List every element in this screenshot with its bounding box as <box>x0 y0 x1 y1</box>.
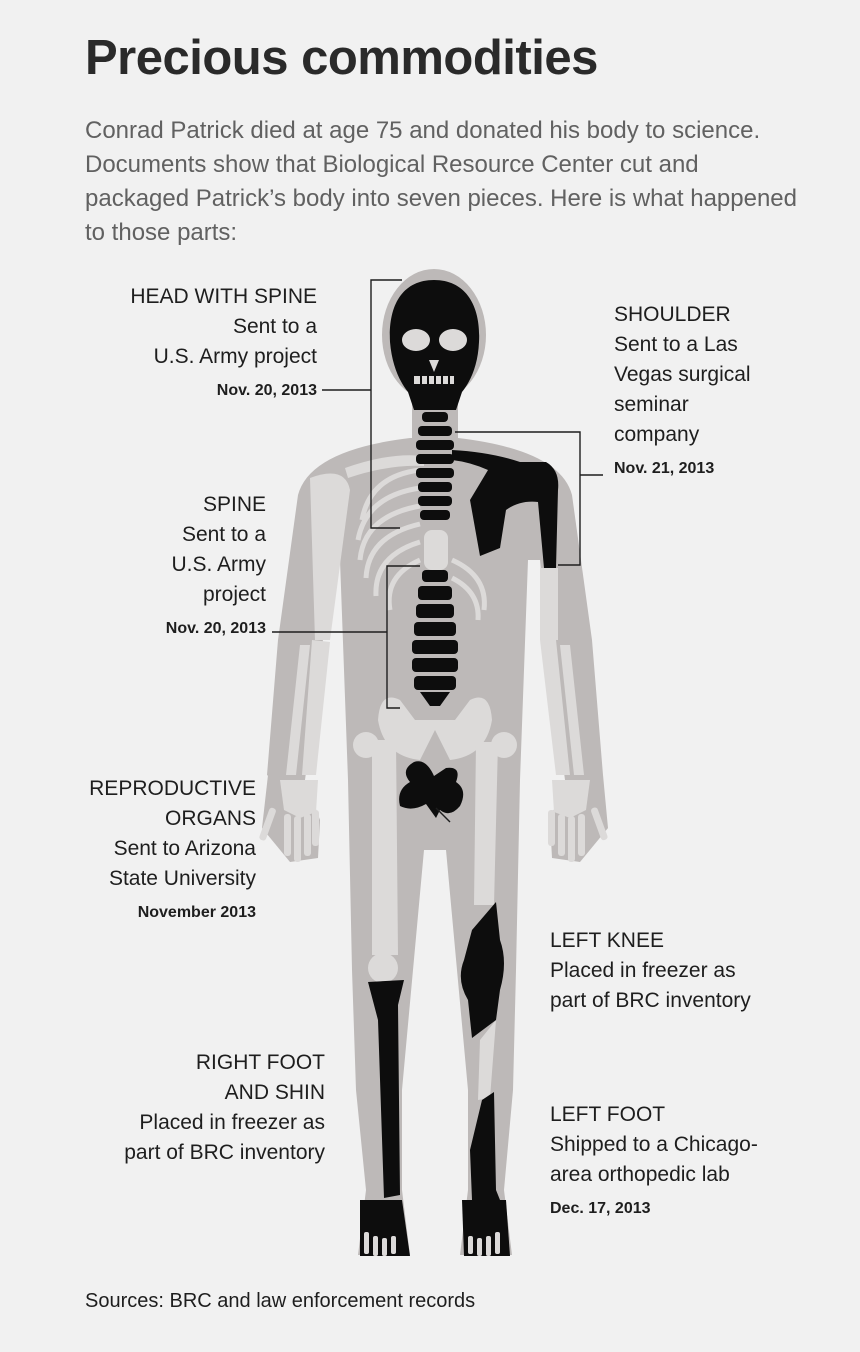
label-right-foot-and-shin: RIGHT FOOT AND SHIN Placed in freezer as part of BRC inventory <box>124 1051 325 1164</box>
page-title: Precious commodities <box>85 31 598 85</box>
label-left-knee: LEFT KNEE Placed in freezer as part of BRC inventory <box>550 929 751 1012</box>
source-note: Sources: BRC and law enforcement records <box>85 1290 476 1312</box>
skull <box>390 280 479 410</box>
label-reproductive-organs: REPRODUCTIVE ORGANS Sent to Arizona State University November 2013 <box>89 777 256 921</box>
label-left-foot: LEFT FOOT Shipped to a Chicago- area orthopedic lab Dec. 17, 2013 <box>550 1103 758 1217</box>
intro-text: Conrad Patrick died at age 75 and donated his body to science. Documents show that Biological Resource Center cut and packaged Patrick’s body into seven pieces. Here is what happened to those parts: <box>85 117 797 246</box>
label-shoulder: SHOULDER Sent to a Las Vegas surgical seminar company Nov. 21, 2013 <box>614 303 751 477</box>
label-head-with-spine: HEAD WITH SPINE Sent to a U.S. Army project Nov. 20, 2013 <box>130 285 317 399</box>
label-spine: SPINE Sent to a U.S. Army project Nov. 20, 2013 <box>165 493 266 637</box>
